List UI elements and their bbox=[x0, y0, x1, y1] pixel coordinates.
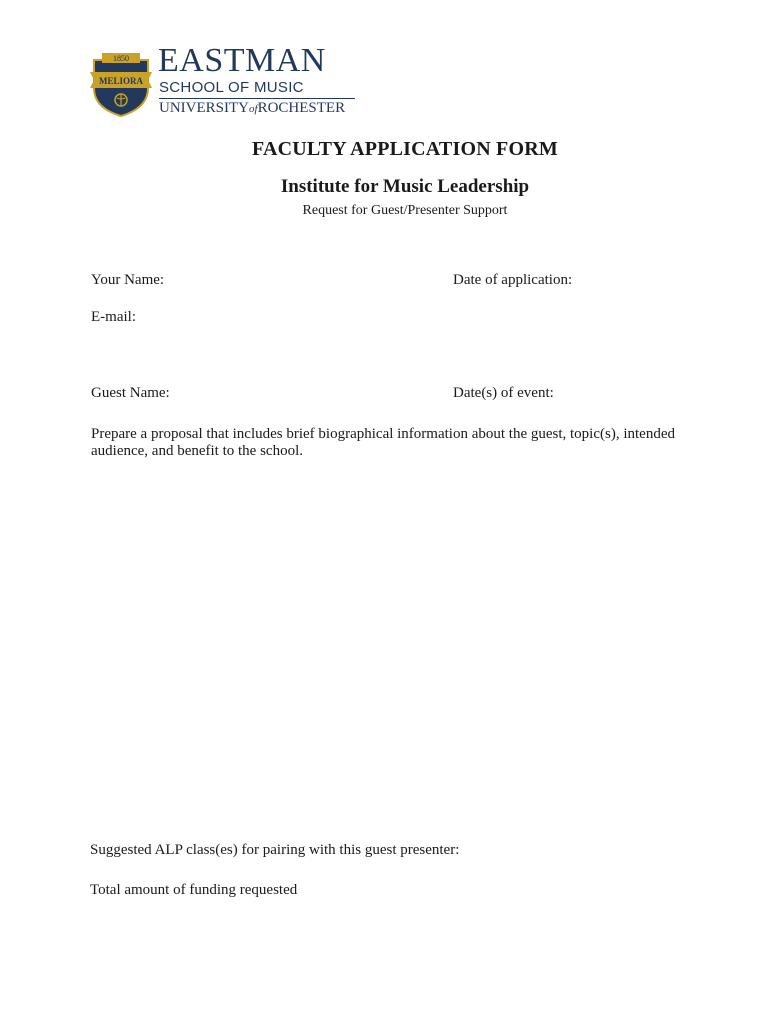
seal-motto: MELIORA bbox=[98, 76, 144, 86]
university-seal-icon bbox=[90, 50, 152, 118]
proposal-instructions: Prepare a proposal that includes brief biographical information about the guest, topic(s), intended audience, and benefit to the school. bbox=[91, 426, 675, 459]
guest-name-label: Guest Name: bbox=[91, 385, 170, 401]
seal-year: 1850 bbox=[113, 54, 129, 63]
alp-classes-label: Suggested ALP class(es) for pairing with this guest presenter: bbox=[90, 842, 460, 858]
eastman-logo bbox=[90, 42, 360, 120]
wordmark-university bbox=[159, 101, 345, 116]
form-title: FACULTY APPLICATION FORM bbox=[252, 138, 558, 160]
institute-title: Institute for Music Leadership bbox=[280, 176, 530, 197]
wordmark-university-left: UNIVERSITY bbox=[159, 100, 249, 116]
funding-requested-label: Total amount of funding requested bbox=[90, 882, 298, 898]
request-subtitle: Request for Guest/Presenter Support bbox=[302, 203, 508, 218]
email-label: E-mail: bbox=[91, 309, 136, 325]
wordmark-university-right: ROCHESTER bbox=[257, 100, 346, 116]
wordmark-of: of bbox=[249, 103, 258, 115]
date-of-application-label: Date of application: bbox=[453, 272, 573, 288]
dates-of-event-label: Date(s) of event: bbox=[453, 385, 554, 401]
wordmark-school-of-music: SCHOOL OF MUSIC bbox=[159, 79, 304, 96]
your-name-label: Your Name: bbox=[91, 272, 165, 288]
wordmark-divider bbox=[159, 98, 355, 99]
wordmark-eastman: EASTMAN bbox=[158, 42, 326, 79]
